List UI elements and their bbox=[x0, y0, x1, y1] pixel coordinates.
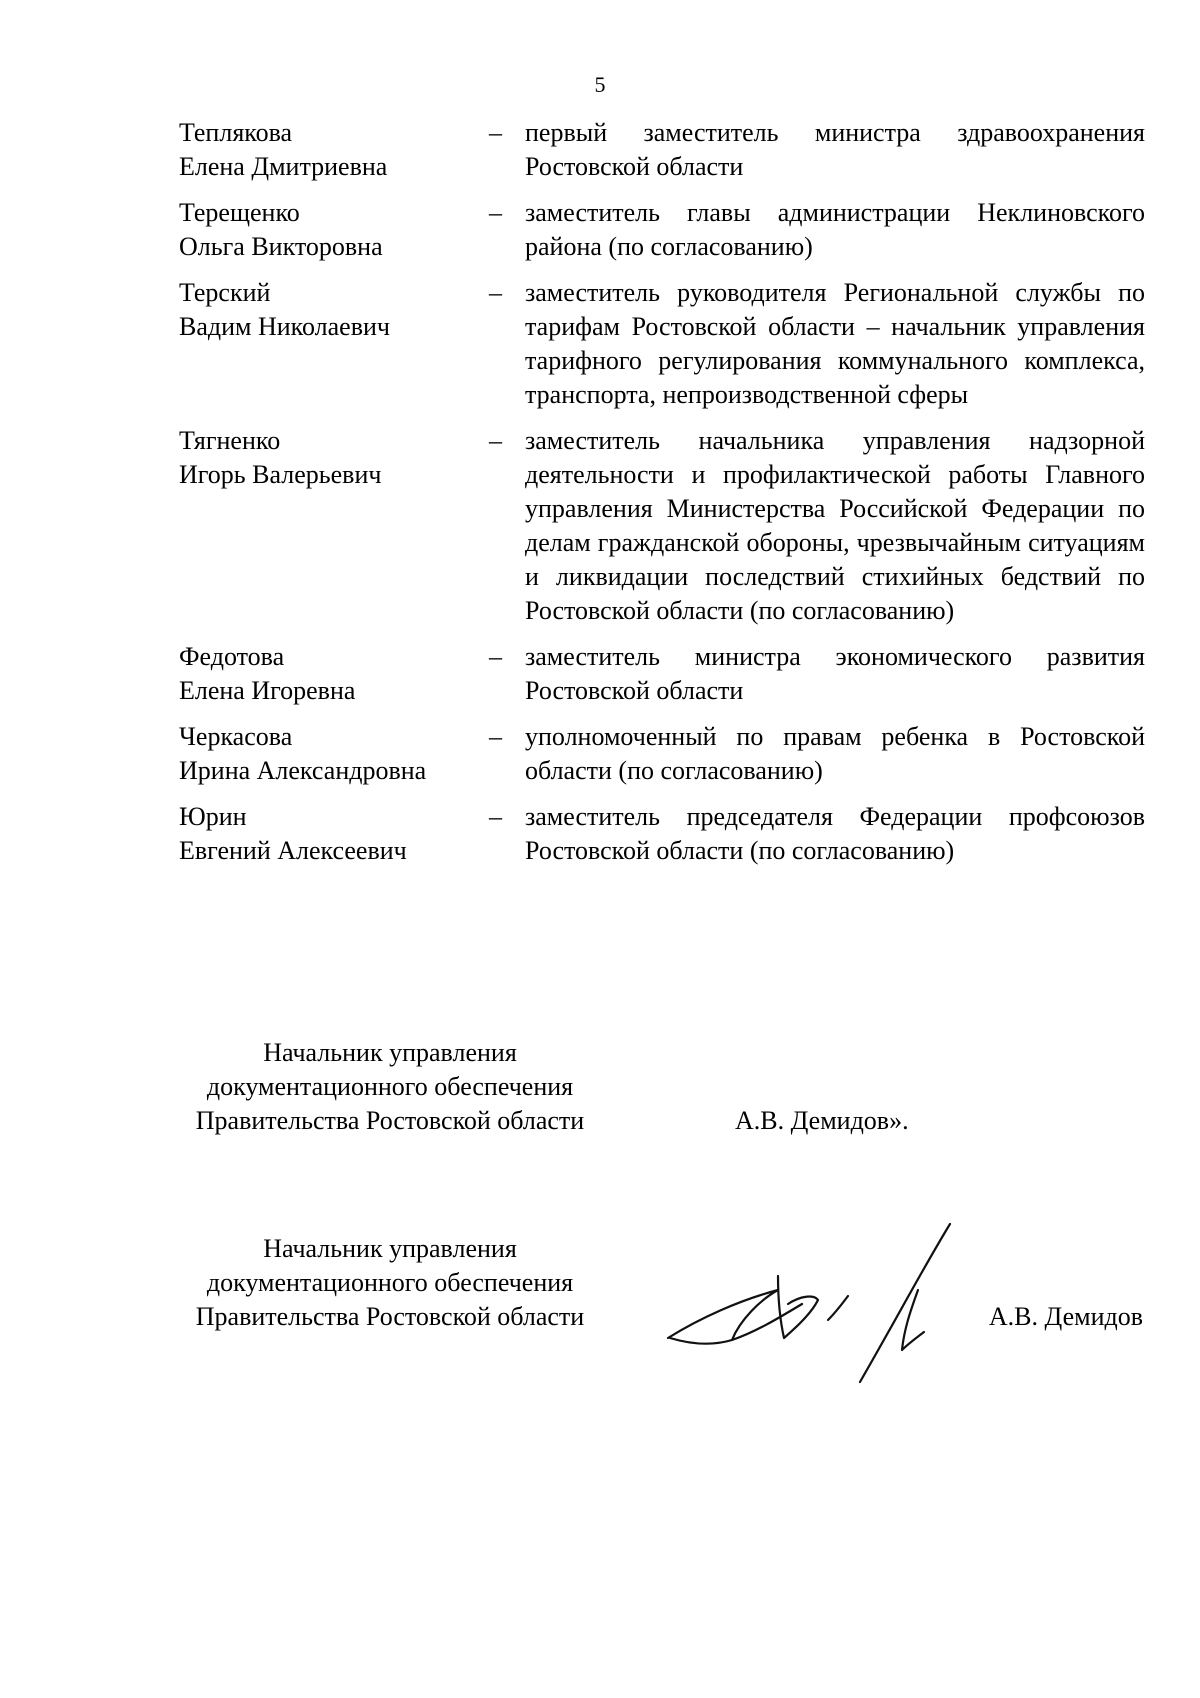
member-surname: Юрин bbox=[179, 802, 247, 831]
signatory-title bbox=[170, 1036, 610, 1138]
signatory-title bbox=[170, 1232, 610, 1334]
member-surname: Тягненко bbox=[179, 426, 281, 455]
member-position: заместитель министра экономического развития Ростовской области bbox=[525, 642, 1145, 705]
member-given-names: Елена Дмитриевна bbox=[179, 152, 388, 181]
signatory-title-line: Начальник управления bbox=[263, 1038, 517, 1067]
member-position: заместитель руководителя Региональной службы по тарифам Ростовской области – начальник управления тарифного регулирования коммунального комплекса, транспорта, непроизводственной сферы bbox=[525, 278, 1145, 409]
member-row bbox=[179, 276, 1145, 412]
dash-separator: – bbox=[489, 198, 502, 227]
signatory-title-line: Правительства Ростовской области bbox=[195, 1106, 585, 1135]
signatory-title-line: документационного обеспечения bbox=[206, 1268, 574, 1297]
member-surname: Теплякова bbox=[179, 118, 293, 147]
member-name bbox=[179, 800, 489, 868]
member-row bbox=[179, 116, 1145, 184]
dash-separator: – bbox=[489, 118, 502, 147]
signatory-title-line: Начальник управления bbox=[263, 1234, 517, 1263]
handwritten-signature bbox=[660, 1220, 960, 1390]
member-position: первый заместитель министра здравоохранения Ростовской области bbox=[525, 118, 1145, 181]
member-given-names: Ирина Александровна bbox=[179, 756, 427, 785]
member-name bbox=[179, 640, 489, 708]
signatory-name: А.В. Демидов bbox=[988, 1302, 1143, 1331]
member-name bbox=[179, 720, 489, 788]
signatory-title-line: документационного обеспечения bbox=[206, 1072, 574, 1101]
member-given-names: Евгений Алексеевич bbox=[179, 836, 407, 865]
member-row bbox=[179, 720, 1145, 788]
dash-separator: – bbox=[489, 642, 502, 671]
members-list bbox=[179, 116, 1145, 880]
dash-separator: – bbox=[489, 278, 502, 307]
dash-separator: – bbox=[489, 802, 502, 831]
member-row bbox=[179, 196, 1145, 264]
dash-separator: – bbox=[489, 722, 502, 751]
member-given-names: Елена Игоревна bbox=[179, 676, 356, 705]
member-position: заместитель председателя Федерации профсоюзов Ростовской области (по согласованию) bbox=[525, 802, 1145, 865]
member-name bbox=[179, 276, 489, 412]
dash-separator: – bbox=[489, 426, 502, 455]
signatory-name: А.В. Демидов». bbox=[735, 1106, 909, 1135]
member-row bbox=[179, 640, 1145, 708]
member-given-names: Ольга Викторовна bbox=[179, 232, 383, 261]
member-row bbox=[179, 800, 1145, 868]
member-position: уполномоченный по правам ребенка в Ростовской области (по согласованию) bbox=[525, 722, 1145, 785]
member-given-names: Игорь Валерьевич bbox=[179, 460, 382, 489]
member-name bbox=[179, 196, 489, 264]
member-name bbox=[179, 424, 489, 628]
member-surname: Терещенко bbox=[179, 198, 300, 227]
member-surname: Черкасова bbox=[179, 722, 293, 751]
signatory-title-line: Правительства Ростовской области bbox=[195, 1302, 585, 1331]
member-row bbox=[179, 424, 1145, 628]
member-position: заместитель начальника управления надзорной деятельности и профилактической работы Главного управления Министерства Российской Федерации по делам гражданской обороны, чрезвычайным ситуациям и ликвидации последствий стихийных бедствий по Ростовской области (по согласованию) bbox=[525, 426, 1145, 625]
page-number: 5 bbox=[594, 72, 606, 97]
member-given-names: Вадим Николаевич bbox=[179, 312, 390, 341]
member-surname: Федотова bbox=[179, 642, 285, 671]
member-name bbox=[179, 116, 489, 184]
member-position: заместитель главы администрации Неклиновского района (по согласованию) bbox=[525, 198, 1145, 261]
member-surname: Терский bbox=[179, 278, 271, 307]
